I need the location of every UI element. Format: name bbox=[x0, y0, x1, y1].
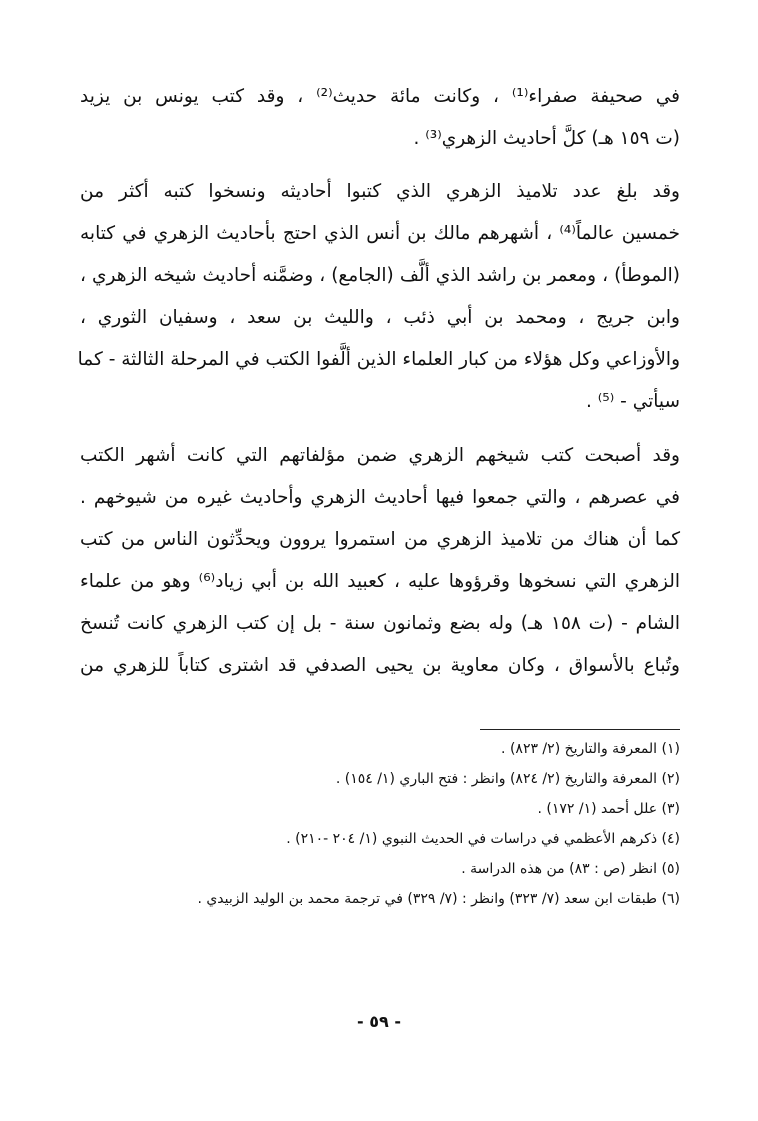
body-text-line: وابن جريج ، ومحمد بن أبي ذئب ، والليث بن سعد ، وسفيان الثوري ، bbox=[80, 307, 680, 328]
footnote: (٥) انظر (ص : ٨٣) من هذه الدراسة . bbox=[461, 861, 680, 877]
footnote: (٢) المعرفة والتاريخ (٢/ ٨٢٤) وانظر : فتح الباري (١/ ١٥٤) . bbox=[335, 771, 680, 787]
body-text-line: في صحيفة صفراء⁽¹⁾ ، وكانت مائة حديث⁽²⁾ ، وقد كتب يونس بن يزيد bbox=[80, 86, 680, 107]
body-text-line: سيأتي - ⁽⁵⁾ . bbox=[585, 391, 680, 412]
footnote: (٤) ذكرهم الأعظمي في دراسات في الحديث النبوي (١/ ٢٠٤ -٢١٠) . bbox=[286, 831, 680, 847]
footnote: (١) المعرفة والتاريخ (٢/ ٨٢٣) . bbox=[501, 741, 680, 757]
body-text-line: في عصرهم ، والتي جمعوا فيها أحاديث الزهري وأحاديث غيره من شيوخهم . bbox=[80, 487, 680, 508]
body-text-line: (ت ١٥٩ هـ) كلَّ أحاديث الزهري⁽³⁾ . bbox=[413, 128, 680, 149]
body-text-line: الزهري التي نسخوها وقرؤوها عليه ، كعبيد الله بن أبي زياد⁽⁶⁾ وهو من علماء bbox=[80, 571, 680, 592]
body-text-line: (الموطأ) ، ومعمر بن راشد الذي ألَّف (الجامع) ، وضمَّنه أحاديث شيخه الزهري ، bbox=[80, 265, 680, 286]
page-number: - ٥٩ - bbox=[357, 1012, 401, 1031]
body-text-line: خمسين عالماً⁽⁴⁾ ، أشهرهم مالك بن أنس الذي احتج بأحاديث الزهري في كتابه bbox=[80, 223, 680, 244]
body-text-line: وقد بلغ عدد تلاميذ الزهري الذي كتبوا أحاديثه ونسخوا كتبه أكثر من bbox=[80, 181, 680, 202]
body-text-line: وتُباع بالأسواق ، وكان معاوية بن يحيى الصدفي قد اشترى كتاباً للزهري من bbox=[80, 655, 680, 676]
body-text-line: والأوزاعي وكل هؤلاء من كبار العلماء الذين ألَّفوا الكتب في المرحلة الثالثة - كما bbox=[77, 349, 680, 370]
footnote: (٦) طبقات ابن سعد (٧/ ٣٢٣) وانظر : (٧/ ٣٢٩) في ترجمة محمد بن الوليد الزبيدي . bbox=[197, 891, 680, 907]
body-text-line: وقد أصبحت كتب شيخهم الزهري ضمن مؤلفاتهم التي كانت أشهر الكتب bbox=[80, 445, 680, 466]
footnote: (٣) علل أحمد (١/ ١٧٢) . bbox=[537, 801, 680, 817]
body-text-line: الشام - (ت ١٥٨ هـ) وله بضع وثمانون سنة - بل إن كتب الزهري كانت تُنسخ bbox=[80, 613, 680, 634]
body-text-line: كما أن هناك من تلاميذ الزهري من استمروا يروون ويحدِّثون الناس من كتب bbox=[80, 529, 680, 550]
footnote-separator bbox=[480, 729, 680, 730]
